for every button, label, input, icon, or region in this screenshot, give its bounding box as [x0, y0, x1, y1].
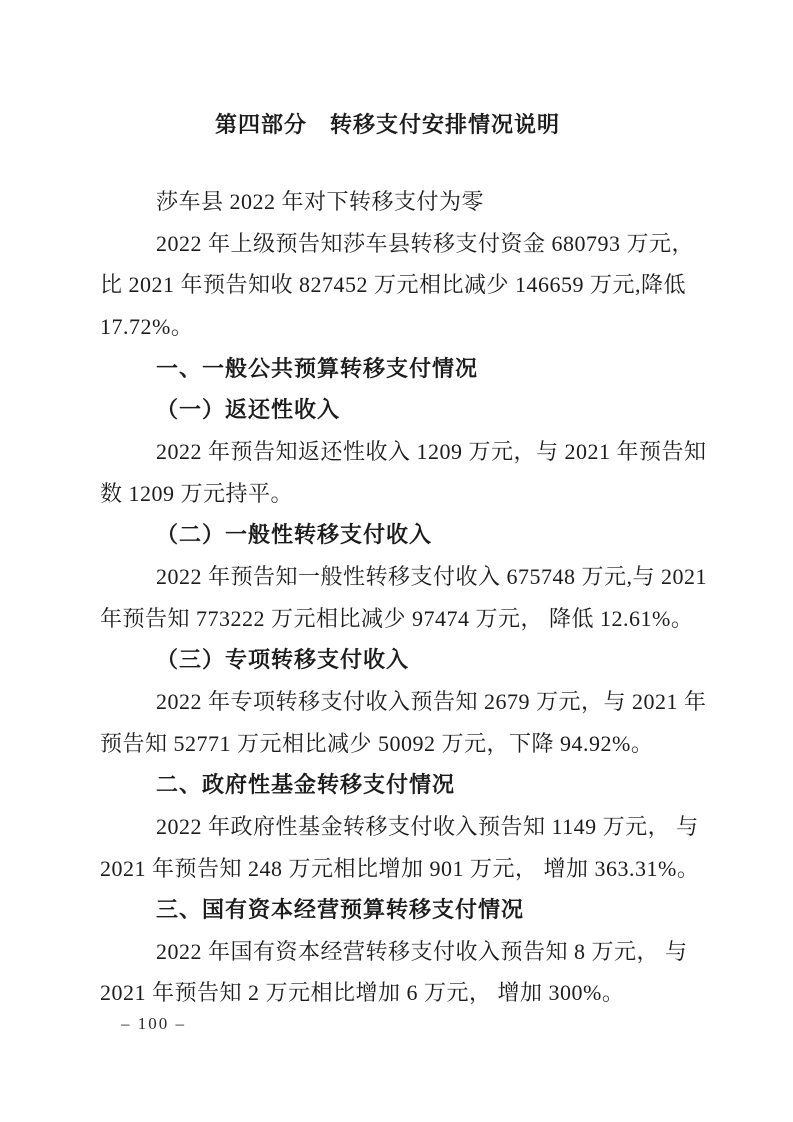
section-heading: （一）返还性收入 — [156, 397, 341, 423]
paragraph-line: 2021 年预告知 248 万元相比增加 901 万元， 增加 363.31%。 — [100, 855, 700, 881]
paragraph-line: 比 2021 年预告知收 827452 万元相比减少 146659 万元,降低 — [100, 272, 687, 298]
paragraph-line: 2022 年政府性基金转移支付收入预告知 1149 万元， 与 — [156, 813, 699, 839]
paragraph-line: 预告知 52771 万元相比减少 50092 万元，下降 94.92%。 — [100, 730, 654, 756]
page-title: 第四部分 转移支付安排情况说明 — [214, 112, 560, 137]
section-heading: （三）专项转移支付收入 — [156, 647, 410, 673]
paragraph-line: 2022 年上级预告知莎车县转移支付资金 680793 万元， — [156, 230, 695, 256]
paragraph-line: 莎车县 2022 年对下转移支付为零 — [156, 189, 485, 214]
section-heading: 三、国有资本经营预算转移支付情况 — [156, 897, 525, 923]
section-heading: 一、一般公共预算转移支付情况 — [156, 355, 479, 381]
paragraph-line: 2022 年专项转移支付收入预告知 2679 万元，与 2021 年 — [156, 688, 707, 714]
section-heading: （二）一般性转移支付收入 — [156, 522, 433, 548]
paragraph-line: 17.72%。 — [100, 313, 194, 339]
paragraph-line: 年预告知 773222 万元相比减少 97474 万元， 降低 12.61%。 — [100, 605, 694, 631]
paragraph-line: 2022 年预告知返还性收入 1209 万元，与 2021 年预告知 — [156, 438, 707, 464]
page-number: – 100 – — [121, 1014, 186, 1033]
paragraph-line: 2021 年预告知 2 万元相比增加 6 万元， 增加 300%。 — [100, 980, 625, 1006]
paragraph-line: 2022 年预告知一般性转移支付收入 675748 万元,与 2021 — [156, 563, 708, 589]
paragraph-line: 2022 年国有资本经营转移支付收入预告知 8 万元， 与 — [156, 938, 688, 964]
document-body — [100, 181, 708, 1014]
section-heading: 二、政府性基金转移支付情况 — [156, 772, 456, 798]
paragraph-line: 数 1209 万元持平。 — [100, 480, 294, 506]
